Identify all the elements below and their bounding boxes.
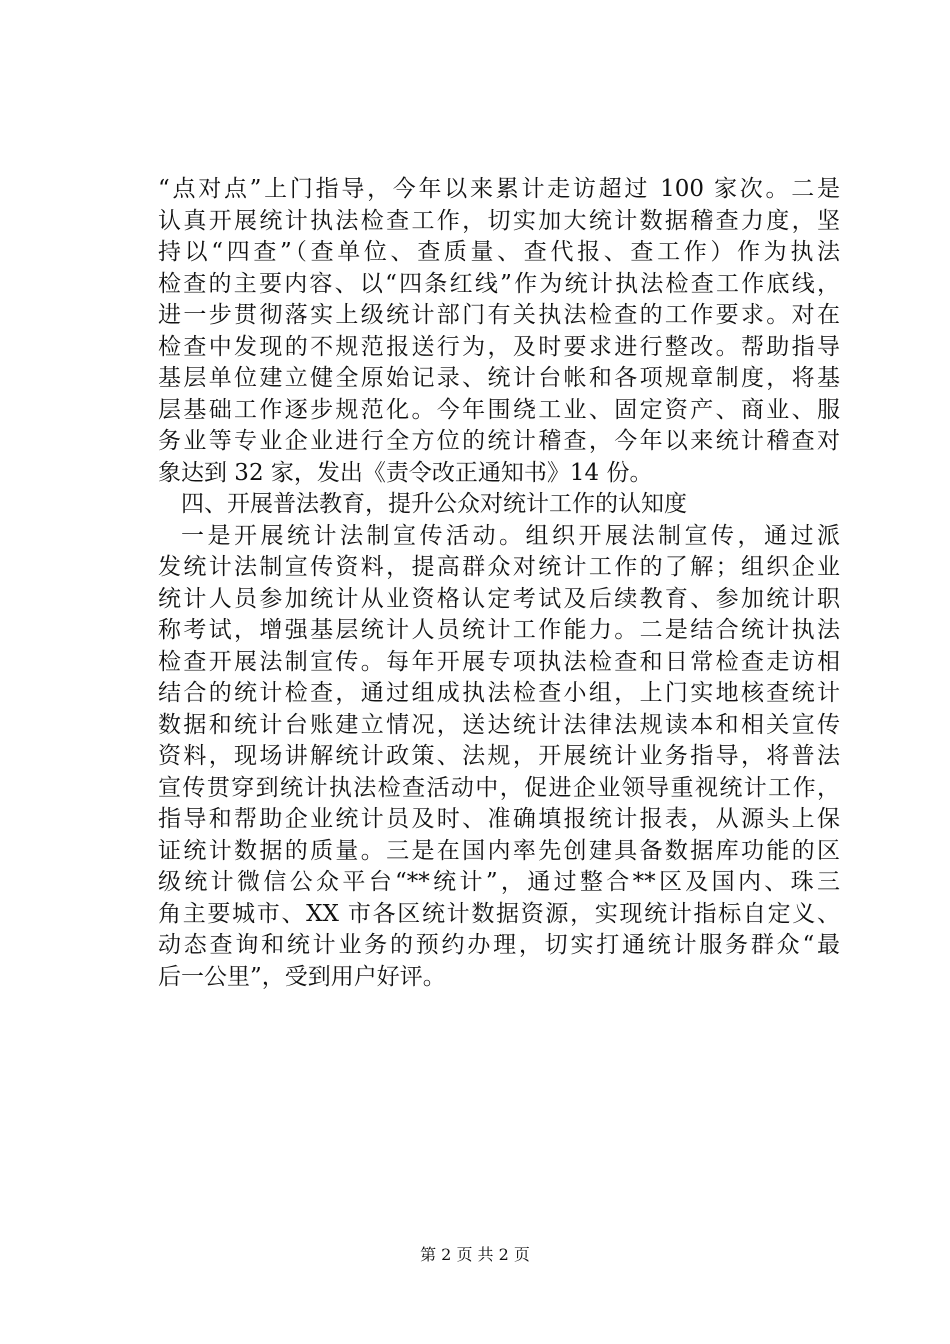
document-body [158,174,840,993]
text-line: 象达到 32 家，发出《责令改正通知书》14 份。 [158,459,653,486]
text-line: “点对点”上门指导，今年以来累计走访超过 100 家次。二是 [158,176,840,202]
section-heading [158,489,840,521]
text-line: 检查开展法制宣传。每年开展专项执法检查和日常检查走访相 [158,648,840,675]
page-number-label: 第 2 页 共 2 页 [420,1245,530,1264]
text-line: 持以“四查”（查单位、查质量、查代报、查工作）作为执法 [158,239,840,265]
text-line: 进一步贯彻落实上级统计部门有关执法检查的工作要求。对在 [158,302,840,328]
text-line: 资料，现场讲解统计政策、法规，开展统计业务指导，将普法 [158,743,840,769]
text-line: 认真开展统计执法检查工作，切实加大统计数据稽查力度，坚 [158,207,840,234]
text-line: 统计人员参加统计从业资格认定考试及后续教育、参加统计职 [158,585,840,612]
text-line: 证统计数据的质量。三是在国内率先创建具备数据库功能的区 [158,837,840,864]
text-line: 一是开展统计法制宣传活动。组织开展法制宣传，通过派 [181,522,840,549]
text-line: 数据和统计台账建立情况，送达统计法律法规读本和相关宣传 [158,711,840,738]
text-line: 级统计微信公众平台“**统计”，通过整合**区及国内、珠三 [158,869,840,895]
text-line: 发统计法制宣传资料，提高群众对统计工作的了解；组织企业 [158,554,840,580]
section-heading-text: 四、开展普法教育，提升公众对统计工作的认知度 [181,491,687,517]
text-line: 后一公里”，受到用户好评。 [158,963,446,990]
page-footer [0,1244,950,1266]
paragraph-enforcement-continued [158,174,840,489]
text-line: 动态查询和统计业务的预约办理，切实打通统计服务群众“最 [158,932,840,958]
text-line: 指导和帮助企业统计员及时、准确填报统计报表，从源头上保 [158,806,840,832]
text-line: 基层单位建立健全原始记录、统计台帐和各项规章制度，将基 [158,365,840,391]
text-line: 检查中发现的不规范报送行为，及时要求进行整改。帮助指导 [158,333,840,360]
text-line: 检查的主要内容、以“四条红线”作为统计执法检查工作底线， [158,270,840,297]
text-line: 角主要城市、XX 市各区统计数据资源，实现统计指标自定义、 [158,900,840,927]
text-line: 宣传贯穿到统计执法检查活动中，促进企业领导重视统计工作， [158,774,840,801]
text-line: 称考试，增强基层统计人员统计工作能力。二是结合统计执法 [158,617,840,643]
text-line: 层基础工作逐步规范化。今年围绕工业、固定资产、商业、服 [158,396,840,423]
text-line: 结合的统计检查，通过组成执法检查小组，上门实地核查统计 [158,680,840,706]
paragraph-legal-education [158,521,840,994]
text-line: 务业等专业企业进行全方位的统计稽查，今年以来统计稽查对 [158,428,840,454]
